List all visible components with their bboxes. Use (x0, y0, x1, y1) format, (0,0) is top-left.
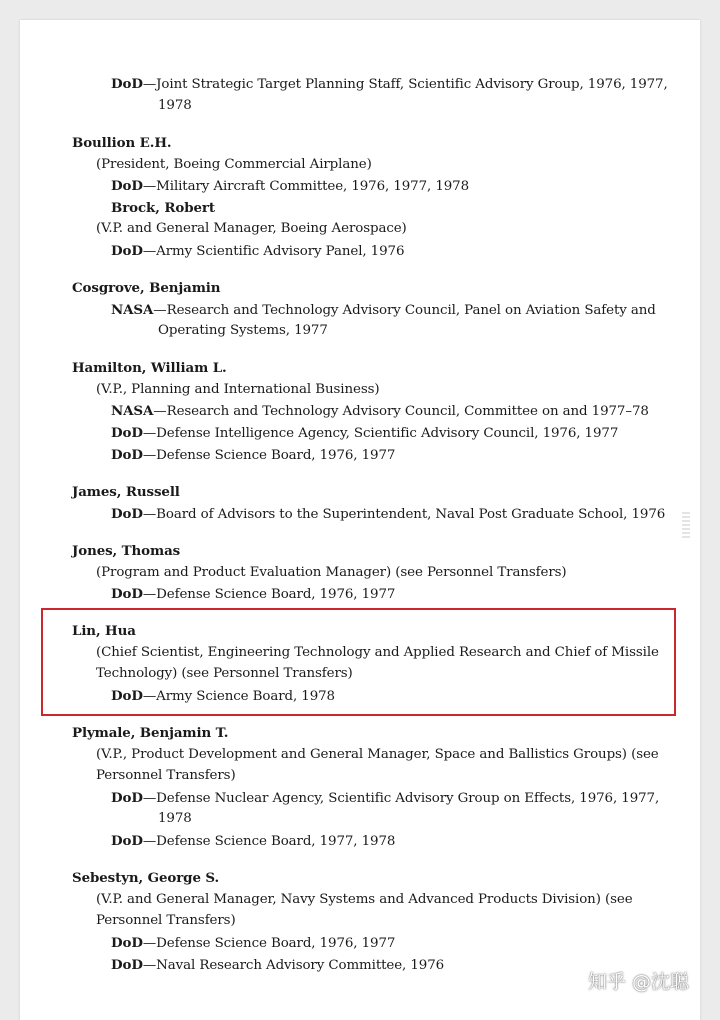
committee-line (111, 585, 395, 604)
committee-line (111, 934, 395, 953)
agency-label: DoD (111, 833, 143, 849)
committee-line (111, 789, 659, 808)
agency-label: NASA (111, 302, 154, 318)
position-title-continued: Personnel Transfers) (96, 913, 236, 928)
position-title-continued: Technology) (see Personnel Transfers) (96, 666, 353, 681)
person-name: Plymale, Benjamin T. (72, 725, 229, 741)
committee-line (111, 301, 656, 320)
document-page (20, 20, 700, 1020)
agency-label: NASA (111, 403, 154, 419)
position-title: (Program and Product Evaluation Manager) (see Personnel Transfers) (96, 565, 567, 580)
agency-label: DoD (111, 586, 143, 602)
committee-text: —Army Science Board, 1978 (142, 689, 335, 704)
person-name: Jones, Thomas (72, 543, 181, 559)
position-title: (V.P. and General Manager, Boeing Aerospace) (96, 221, 407, 236)
committee-line (111, 177, 469, 196)
position-title: (V.P., Product Development and General Manager, Space and Ballistics Groups) (see (96, 747, 659, 762)
committee-text: —Research and Technology Advisory Council, Committee on and 1977–78 (153, 404, 649, 419)
position-title-continued: Personnel Transfers) (96, 768, 236, 783)
agency-label: DoD (111, 935, 143, 951)
committee-text: —Army Scientific Advisory Panel, 1976 (142, 244, 405, 259)
position-title: (V.P. and General Manager, Navy Systems and Advanced Products Division) (see (96, 892, 633, 907)
person-name: Sebestyn, George S. (72, 870, 220, 886)
committee-line (111, 446, 395, 465)
committee-line (111, 242, 404, 261)
position-title: (V.P., Planning and International Business) (96, 382, 380, 397)
margin-stamp (682, 512, 690, 540)
committee-line (111, 832, 395, 851)
person-name: Cosgrove, Benjamin (72, 280, 221, 296)
committee-text: —Defense Nuclear Agency, Scientific Advisory Group on Effects, 1976, 1977, (142, 791, 660, 806)
position-title: (Chief Scientist, Engineering Technology and Applied Research and Chief of Missile (96, 645, 659, 660)
agency-label: DoD (111, 425, 143, 441)
committee-text: —Defense Science Board, 1976, 1977 (142, 587, 396, 602)
committee-text: —Research and Technology Advisory Council, Panel on Aviation Safety and (153, 303, 656, 318)
committee-text: —Defense Intelligence Agency, Scientific Advisory Council, 1976, 1977 (142, 426, 619, 441)
person-name: Hamilton, William L. (72, 360, 227, 376)
agency-label: DoD (111, 76, 143, 92)
watermark: 知乎 @沈聪 (588, 971, 690, 993)
agency-label: DoD (111, 243, 143, 259)
committee-line (111, 505, 665, 524)
committee-text: —Defense Science Board, 1977, 1978 (142, 834, 396, 849)
agency-label: DoD (111, 688, 143, 704)
person-name: James, Russell (72, 484, 180, 500)
person-name: Brock, Robert (111, 200, 215, 216)
committee-line (111, 687, 335, 706)
committee-text: —Joint Strategic Target Planning Staff, Scientific Advisory Group, 1976, 1977, (142, 77, 668, 92)
committee-line (111, 402, 649, 421)
agency-label: DoD (111, 447, 143, 463)
person-name: Boullion E.H. (72, 135, 172, 151)
committee-line (111, 75, 668, 94)
agency-label: DoD (111, 178, 143, 194)
continuation-line: Operating Systems, 1977 (158, 323, 328, 338)
committee-line (111, 424, 618, 443)
committee-text: —Defense Science Board, 1976, 1977 (142, 936, 396, 951)
committee-text: —Board of Advisors to the Superintendent, Naval Post Graduate School, 1976 (142, 507, 666, 522)
committee-text: —Defense Science Board, 1976, 1977 (142, 448, 396, 463)
agency-label: DoD (111, 506, 143, 522)
agency-label: DoD (111, 957, 143, 973)
committee-text: —Military Aircraft Committee, 1976, 1977, 1978 (142, 179, 469, 194)
agency-label: DoD (111, 790, 143, 806)
committee-line (111, 956, 444, 975)
continuation-line: 1978 (158, 98, 192, 113)
continuation-line: 1978 (158, 811, 192, 826)
position-title: (President, Boeing Commercial Airplane) (96, 157, 372, 172)
person-name: Lin, Hua (72, 623, 136, 639)
committee-text: —Naval Research Advisory Committee, 1976 (142, 958, 445, 973)
